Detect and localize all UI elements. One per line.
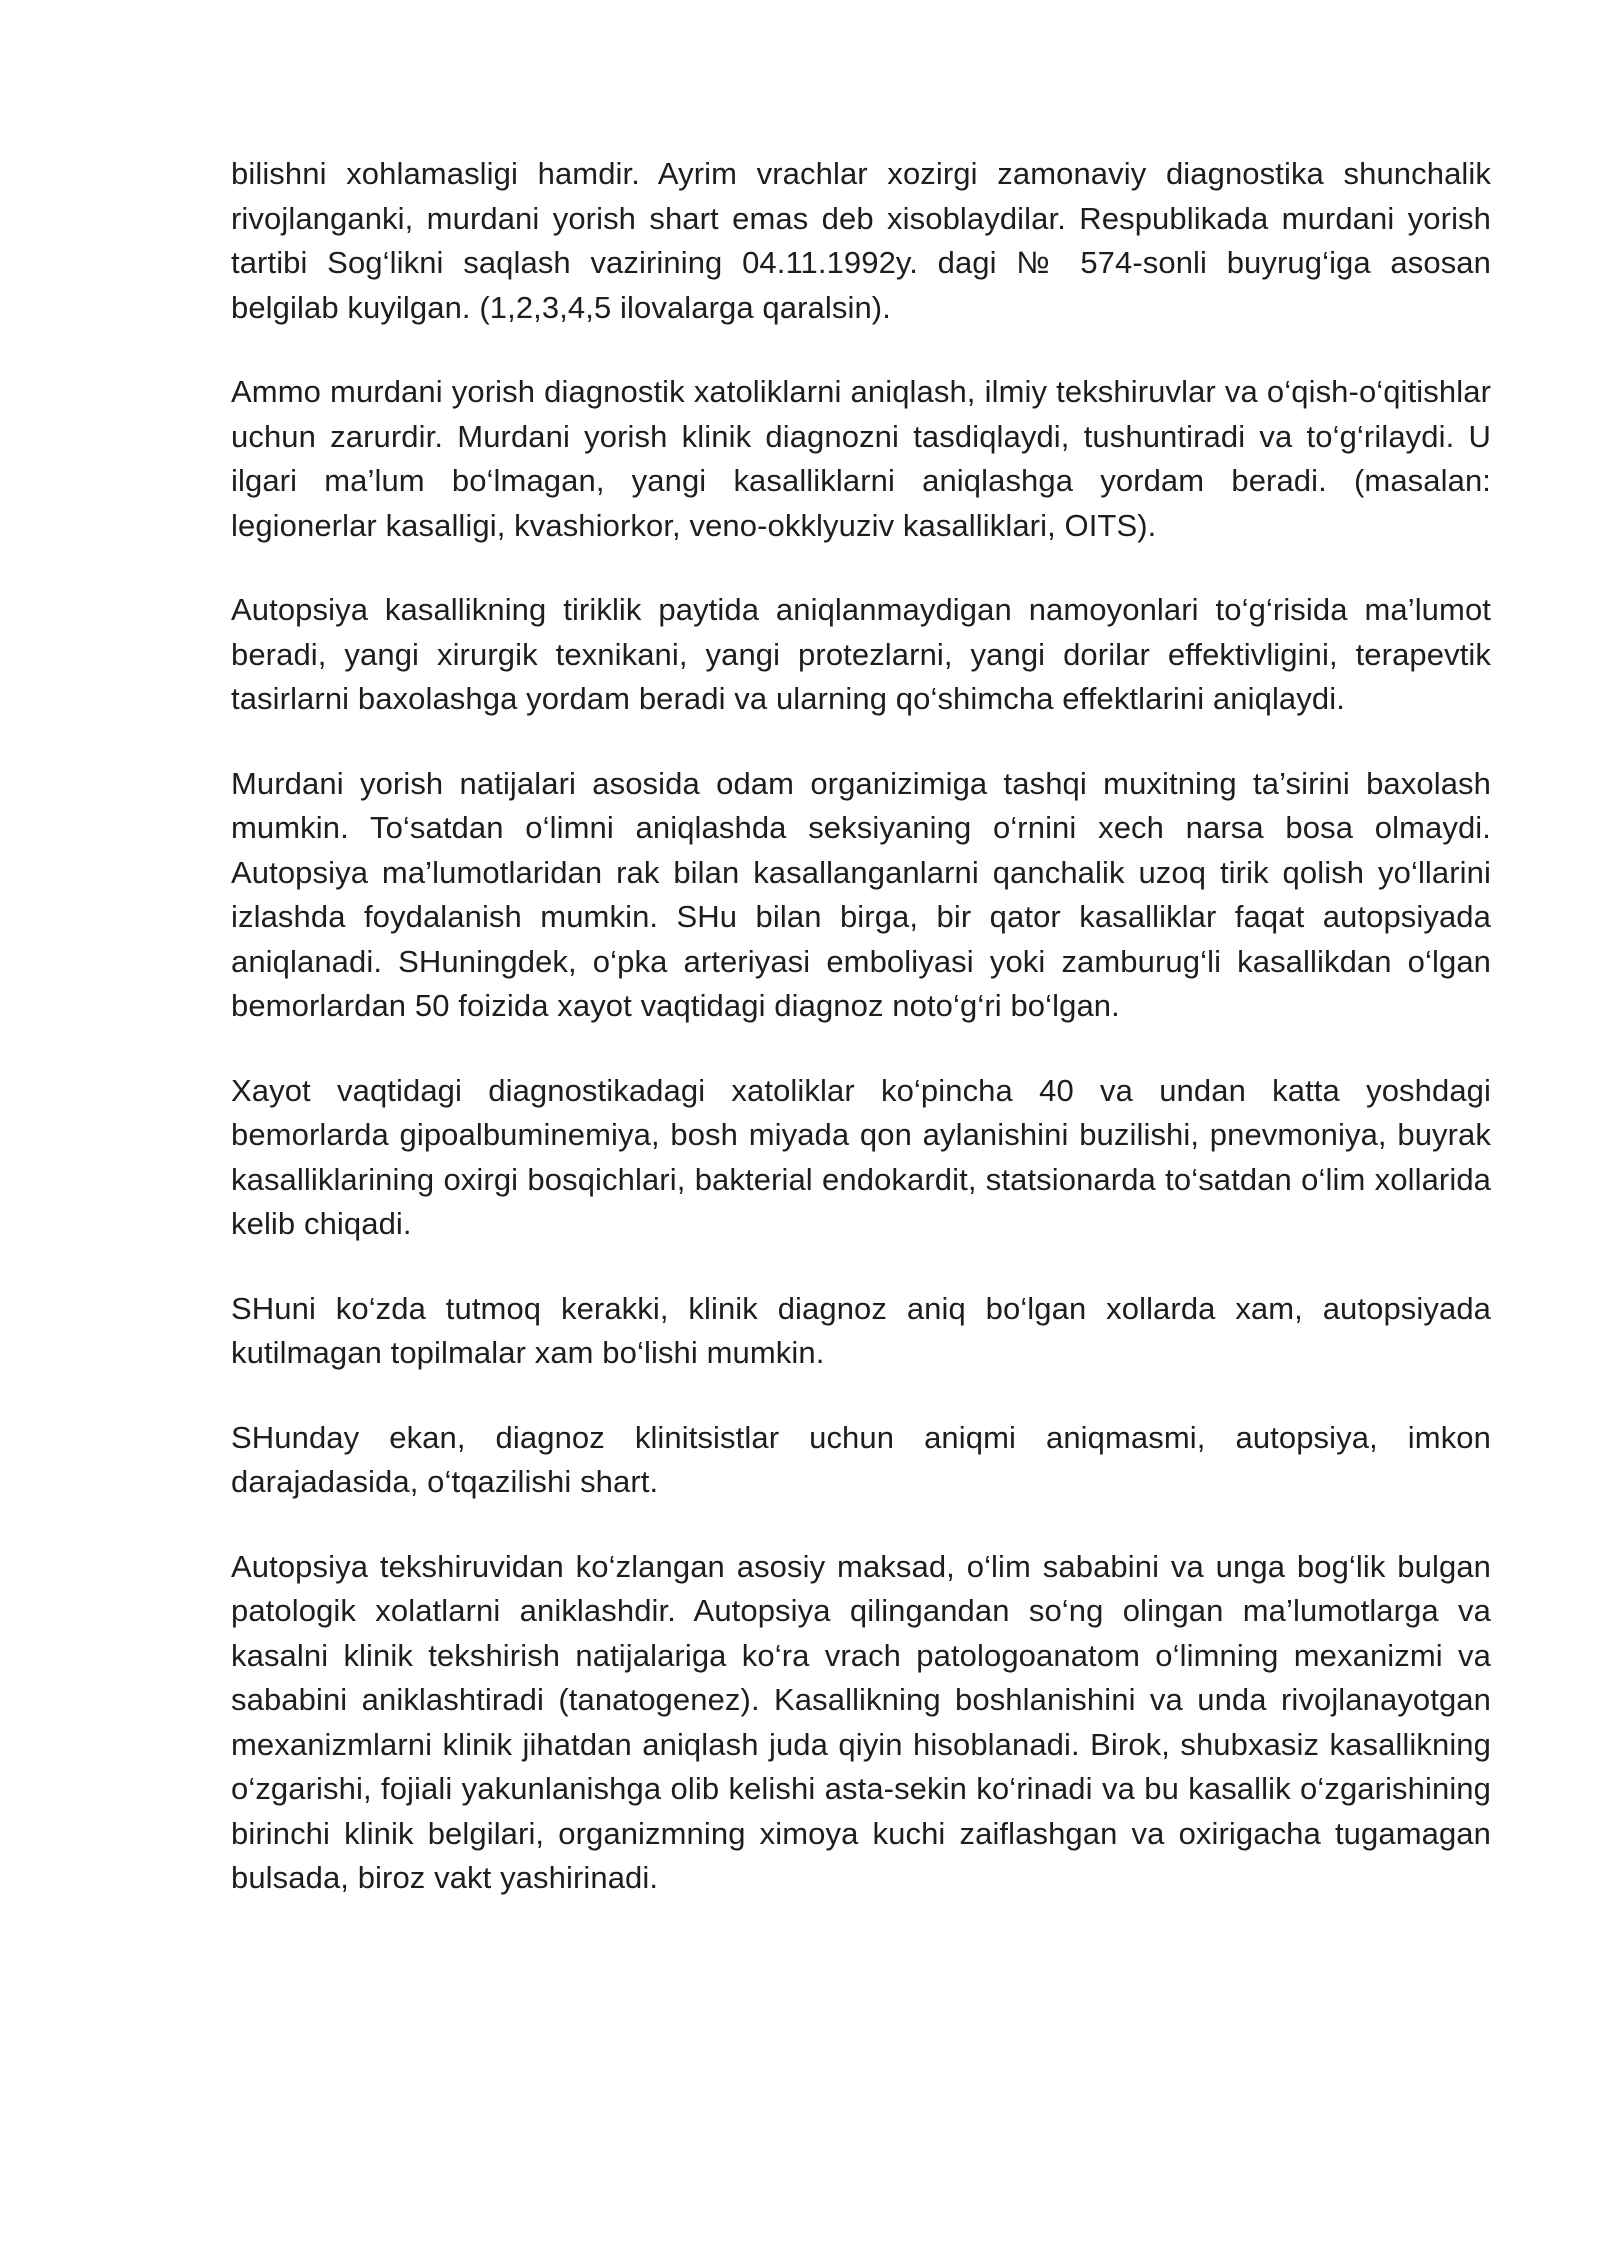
paragraph: SHunday ekan, diagnoz klinitsistlar uchun aniqmi aniqmasmi, autopsiya, imkon darajadasida, o‘tqazilishi shart.: [231, 1419, 1491, 1499]
paragraph: SHuni ko‘zda tutmoq kerakki, klinik diagnoz aniq bo‘lgan xollarda xam, autopsiyada kutilmagan topilmalar xam bo‘lishi mumkin.: [231, 1290, 1491, 1370]
paragraph: Murdani yorish natijalari asosida odam organizimiga tashqi muxitning ta’sirini baxolash mumkin. To‘satdan o‘limni aniqlashda seksiyaning o‘rnini xech narsa bosa olmaydi. Autopsiya ma’lumotlaridan rak bilan kasallanganlarni qanchalik uzoq tirik qolish yo‘llarini izlashda foydalanish mumkin. SHu bilan birga, bir qator kasalliklar faqat autopsiyada aniqlanadi. SHuningdek, o‘pka arteriyasi emboliyasi yoki zamburug‘li kasallikdan o‘lgan bemorlardan 50 foizida xayot vaqtidagi diagnoz noto‘g‘ri bo‘lgan.: [231, 765, 1491, 1023]
paragraph: Xayot vaqtidagi diagnostikadagi xatoliklar ko‘pincha 40 va undan katta yoshdagi bemorlarda gipoalbuminemiya, bosh miyada qon aylanishini buzilishi, pnevmoniya, buyrak kasalliklarining oxirgi bosqichlari, bakterial endokardit, statsionarda to‘satdan o‘lim xollarida kelib chiqadi.: [231, 1072, 1491, 1241]
document-body: [231, 152, 1491, 1941]
paragraph: Autopsiya kasallikning tiriklik paytida aniqlanmaydigan namoyonlari to‘g‘risida ma’lumot beradi, yangi xirurgik texnikani, yangi protezlarni, yangi dorilar effektivligini, terapevtik tasirlarni baxolashga yordam beradi va ularning qo‘shimcha effektlarini aniqlaydi.: [231, 592, 1491, 716]
paragraph: Ammo murdani yorish diagnostik xatoliklarni aniqlash, ilmiy tekshiruvlar va o‘qish-o‘qitishlar uchun zarurdir. Murdani yorish klinik diagnozni tasdiqlaydi, tushuntiradi va to‘g‘rilaydi. U ilgari ma’lum bo‘lmagan, yangi kasalliklarni aniqlashga yordam beradi. (masalan: legionerlar kasalligi, kvashiorkor, veno-okklyuziv kasalliklari, OITS).: [231, 374, 1491, 543]
paragraph: Autopsiya tekshiruvidan ko‘zlangan asosiy maksad, o‘lim sababini va unga bog‘lik bulgan patologik xolatlarni aniklashdir. Autopsiya qilingandan so‘ng olingan ma’lumotlarga va kasalni klinik tekshirish natijalariga ko‘ra vrach patologoanatom o‘limning mexanizmi va sababini aniklashtiradi (tanatogenez). Kasallikning boshlanishini va unda rivojlanayotgan mexanizmlarni klinik jihatdan aniqlash juda qiyin hisoblanadi. Birok, shubxasiz kasallikning o‘zgarishi, fojiali yakunlanishga olib kelishi asta-sekin ko‘rinadi va bu kasallik o‘zgarishining birinchi klinik belgilari, organizmning ximoya kuchi zaiflashgan va oxirigacha tugamagan bulsada, biroz vakt yashirinadi.: [231, 1548, 1491, 1895]
paragraph: bilishni xohlamasligi hamdir. Ayrim vrachlar xozirgi zamonaviy diagnostika shunchalik rivojlanganki, murdani yorish shart emas deb xisoblaydilar. Respublikada murdani yorish tartibi Sog‘likni saqlash vazirining 04.11.1992y. dagi № 574-sonli buyrug‘iga asosan belgilab kuyilgan. (1,2,3,4,5 ilovalarga qaralsin).: [231, 156, 1491, 325]
